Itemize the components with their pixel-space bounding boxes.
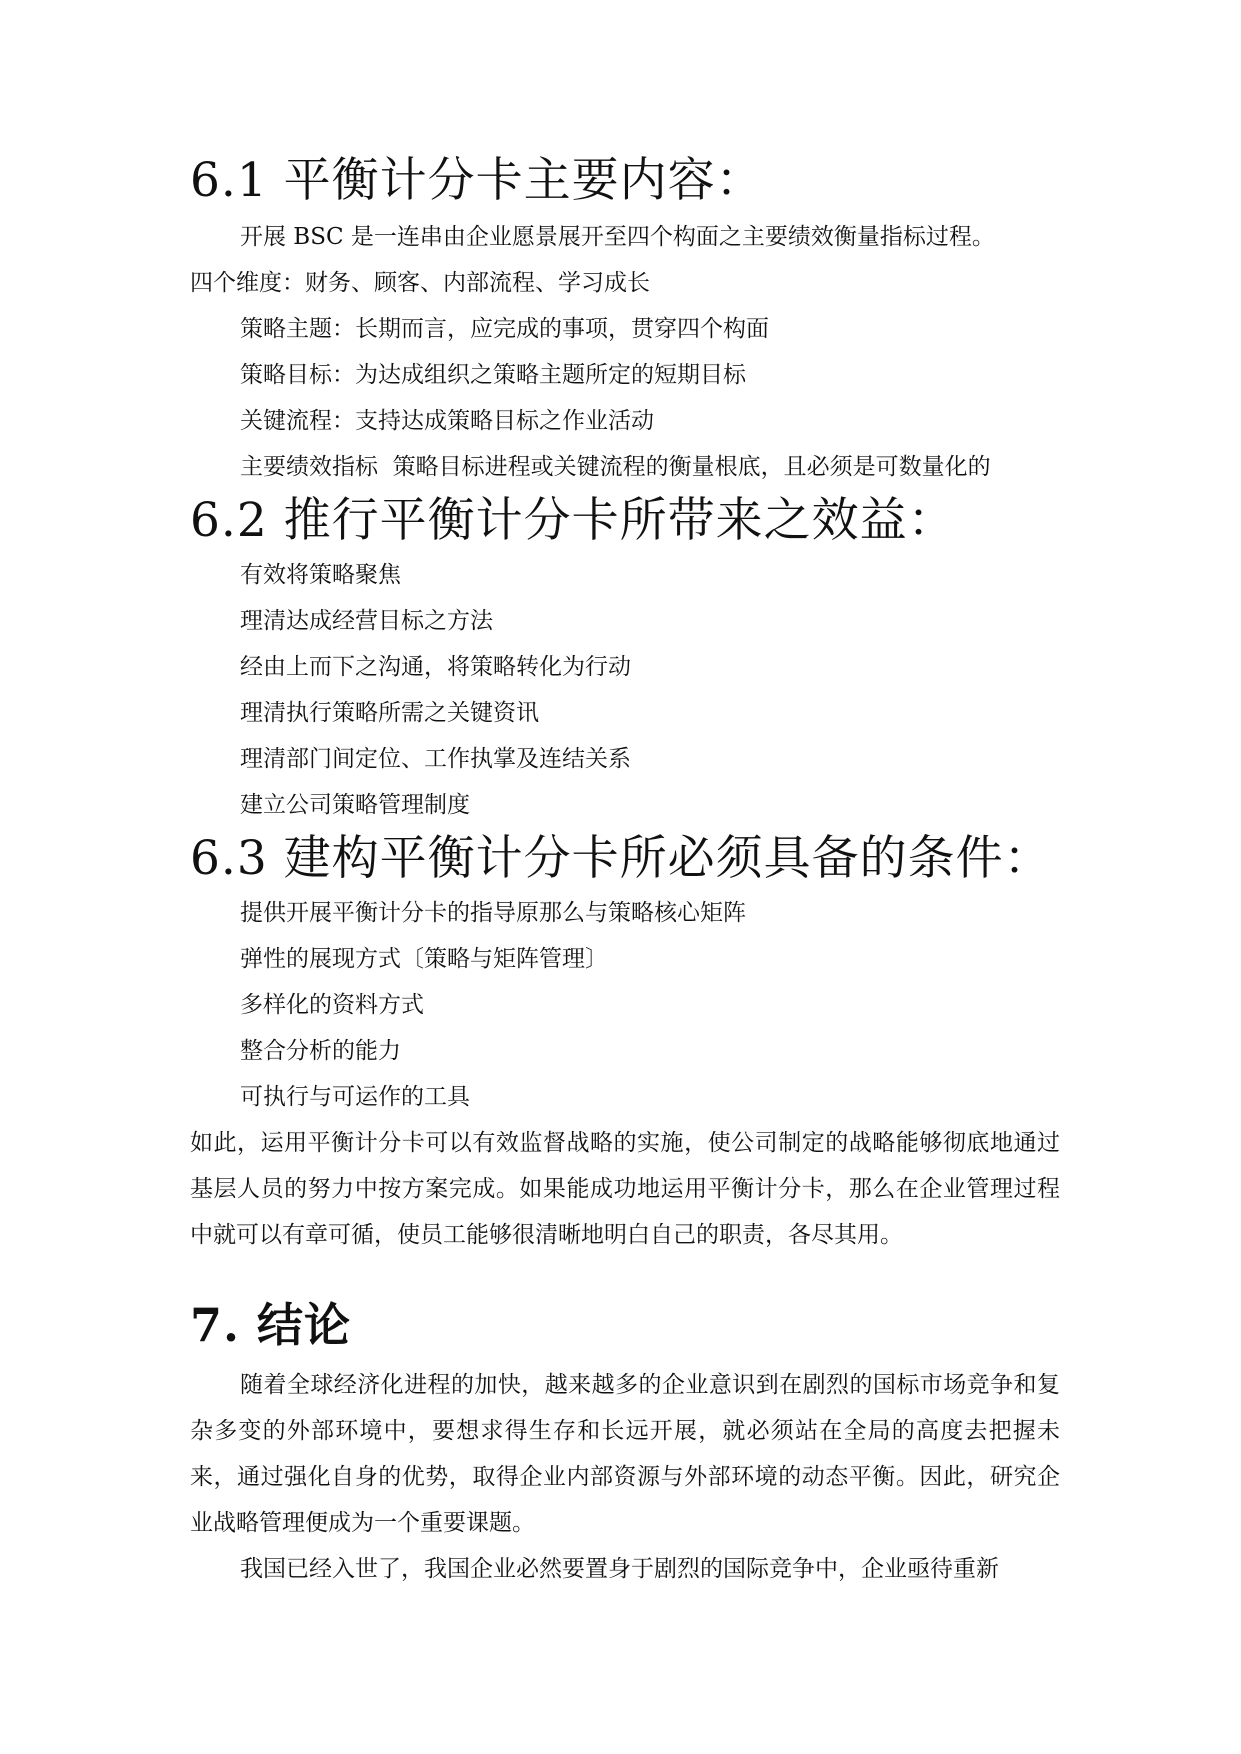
section-6-3-item: 弹性的展现方式〔策略与矩阵管理〕 bbox=[240, 946, 608, 972]
document-body bbox=[190, 150, 1060, 1592]
section-6-2-item: 理清执行策略所需之关键资讯 bbox=[240, 700, 539, 726]
section-heading-6-2: 6.2 推行平衡计分卡所带来之效益： bbox=[190, 493, 956, 548]
conclusion-paragraph-1: 随着全球经济化进程的加快，越来越多的企业意识到在剧烈的国标市场竞争和复杂多变的外部环境中，要想求得生存和长远开展，就必须站在全局的高度去把握未来，通过强化自身的优势，取得企业内部资源与外部环境的动态平衡。因此，研究企业战略管理便成为一个重要课题。 bbox=[190, 1372, 1060, 1536]
section-6-3-item: 提供开展平衡计分卡的指导原那么与策略核心矩阵 bbox=[240, 900, 746, 926]
section-6-1-item: 关键流程：支持达成策略目标之作业活动 bbox=[240, 408, 654, 434]
section-heading-6-3: 6.3 建构平衡计分卡所必须具备的条件： bbox=[190, 831, 1052, 886]
section-6-1-intro: 开展 BSC 是一连串由企业愿景展开至四个构面之主要绩效衡量指标过程。 bbox=[240, 224, 995, 250]
conclusion-paragraph-2: 我国已经入世了，我国企业必然要置身于剧烈的国际竞争中，企业亟待重新 bbox=[240, 1556, 999, 1582]
section-6-1-item: 策略目标：为达成组织之策略主题所定的短期目标 bbox=[240, 362, 746, 388]
section-6-3-item: 多样化的资料方式 bbox=[240, 992, 424, 1018]
section-6-2-item: 建立公司策略管理制度 bbox=[240, 792, 470, 818]
section-6-2-item: 经由上而下之沟通，将策略转化为行动 bbox=[240, 654, 631, 680]
section-6-2-item: 理清部门间定位、工作执掌及连结关系 bbox=[240, 746, 631, 772]
section-6-2-item: 有效将策略聚焦 bbox=[240, 562, 401, 588]
section-6-1-item: 主要绩效指标 策略目标进程或关键流程的衡量根底，且必须是可数量化的 bbox=[240, 454, 991, 480]
section-6-3-closing-paragraph: 如此，运用平衡计分卡可以有效监督战略的实施，使公司制定的战略能够彻底地通过基层人员的努力中按方案完成。如果能成功地运用平衡计分卡，那么在企业管理过程中就可以有章可循，使员工能够很清晰地明白自己的职责，各尽其用。 bbox=[190, 1130, 1060, 1248]
section-6-3-item: 整合分析的能力 bbox=[240, 1038, 401, 1064]
section-6-1-dimensions: 四个维度：财务、顾客、内部流程、学习成长 bbox=[190, 270, 650, 296]
section-heading-6-1: 6.1 平衡计分卡主要内容： bbox=[190, 153, 764, 208]
section-6-3-item: 可执行与可运作的工具 bbox=[240, 1084, 470, 1110]
section-6-1-item: 策略主题：长期而言，应完成的事项，贯穿四个构面 bbox=[240, 316, 769, 342]
section-6-2-item: 理清达成经营目标之方法 bbox=[240, 608, 493, 634]
chapter-heading-7-conclusion: 7. 结论 bbox=[190, 1298, 352, 1352]
